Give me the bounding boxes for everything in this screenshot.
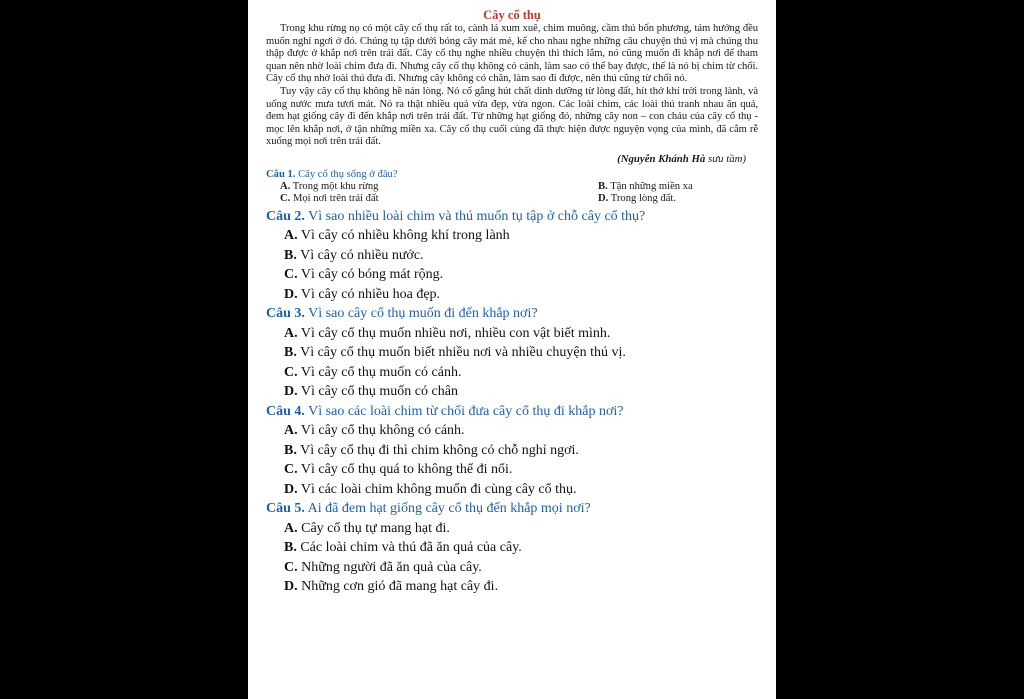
question-5: Câu 5. Ai đã đem hạt giống cây cổ thụ đến khắp mọi nơi? xyxy=(266,501,591,517)
source-note: sưu tầm) xyxy=(708,152,746,165)
story-source xyxy=(266,153,746,166)
q2-option-a[interactable]: A. Vì cây có nhiều không khí trong lành xyxy=(284,228,510,244)
story-paragraph-1: Trong khu rừng nọ có một cây cổ thụ rất to, cành lá xum xuê, chim muông, cầm thú bốn phương, tám hướng đều muốn nghỉ ngơi ở đó. Chúng tụ tập dưới bóng cây mát mẻ, kể cho nhau nghe những câu chuyện thú vị mà chúng thu thập được ở khắp nơi trên trái đất. Cây cổ thụ nghe nhiều chuyện thì thích lắm, nó cũng muốn đi khắp nơi để tham quan nên nhờ loài chim đưa đi. Nhưng cây cổ thụ không có cánh, làm sao có thể bay được, thế là nó bị chim từ chối. Cây cổ thụ nhờ loài thú đưa đi. Nhưng cây không có chân, làm sao đi được, nên thú cũng từ chối nó. xyxy=(266,23,758,85)
q2-option-b[interactable]: B. Vì cây có nhiều nước. xyxy=(284,247,424,263)
q1-option-c[interactable]: C. Mọi nơi trên trái đất xyxy=(280,192,379,204)
q5-option-a[interactable]: A. Cây cổ thụ tự mang hạt đi. xyxy=(284,520,450,536)
q5-option-c[interactable]: C. Những người đã ăn quả của cây. xyxy=(284,559,482,575)
q1-option-b[interactable]: B. Tận những miền xa xyxy=(598,180,693,192)
q4-option-d[interactable]: D. Vì các loài chim không muốn đi cùng cây cổ thụ. xyxy=(284,481,577,497)
question-3: Câu 3. Vì sao cây cổ thụ muốn đi đến khắp nơi? xyxy=(266,306,538,322)
story-paragraph-2: Tuy vậy cây cổ thụ không hề nản lòng. Nó cố gắng hút chất dinh dưỡng từ lòng đất, hít thở khí trời trong lành, và uống nước mưa tươi mát. Nó ra thật nhiều quả vừa đẹp, vừa ngon. Các loài chim, các loài thú tranh nhau ăn quả, đem hạt giống cây đi đến khắp nơi trên trái đất. Từ những hạt giống đó, những cây non – con cháu của cây cổ thụ - mọc lên khắp nơi, ở tận những miền xa. Cây cổ thụ cuối cùng đã thực hiện được nguyện vọng của mình, đã cắm rễ xuống mọi nơi trên trái đất. xyxy=(266,85,758,148)
question-1-options xyxy=(266,181,758,205)
q4-option-a[interactable]: A. Vì cây cổ thụ không có cánh. xyxy=(284,423,465,439)
question-1 xyxy=(266,168,758,181)
q2-option-d[interactable]: D. Vì cây có nhiều hoa đẹp. xyxy=(284,286,441,302)
q1-option-a[interactable]: A. Trong một khu rừng xyxy=(280,180,379,192)
q3-option-d[interactable]: D. Vì cây cổ thụ muốn có chân xyxy=(284,384,458,400)
q1-option-d[interactable]: D. Trong lòng đất. xyxy=(598,192,677,204)
q4-option-c[interactable]: C. Vì cây cổ thụ quá to không thể đi nổi. xyxy=(284,462,513,478)
source-author: (Nguyễn Khánh Hà xyxy=(617,152,706,165)
q3-option-b[interactable]: B. Vì cây cổ thụ muốn biết nhiều nơi và nhiều chuyện thú vị. xyxy=(284,345,626,361)
q5-option-d[interactable]: D. Những cơn gió đã mang hạt cây đi. xyxy=(284,579,499,595)
q3-option-c[interactable]: C. Vì cây cổ thụ muốn có cánh. xyxy=(284,364,462,380)
q4-option-b[interactable]: B. Vì cây cổ thụ đi thì chim không có chỗ nghỉ ngơi. xyxy=(284,442,579,458)
q2-option-c[interactable]: C. Vì cây có bóng mát rộng. xyxy=(284,267,444,283)
document-page xyxy=(248,0,776,699)
q5-option-b[interactable]: B. Các loài chim và thú đã ăn quả của cây. xyxy=(284,540,522,556)
q3-option-a[interactable]: A. Vì cây cổ thụ muốn nhiều nơi, nhiều con vật biết mình. xyxy=(284,325,611,341)
question-1-text: Cây cổ thụ sống ở đâu? xyxy=(298,168,398,180)
question-4: Câu 4. Vì sao các loài chim từ chối đưa cây cổ thụ đi khắp nơi? xyxy=(266,403,624,419)
story-title: Cây cổ thụ xyxy=(483,8,541,22)
question-1-label: Câu 1. xyxy=(266,168,296,180)
question-2: Câu 2. Vì sao nhiều loài chim và thú muốn tụ tập ở chỗ cây cổ thụ? xyxy=(266,208,646,224)
